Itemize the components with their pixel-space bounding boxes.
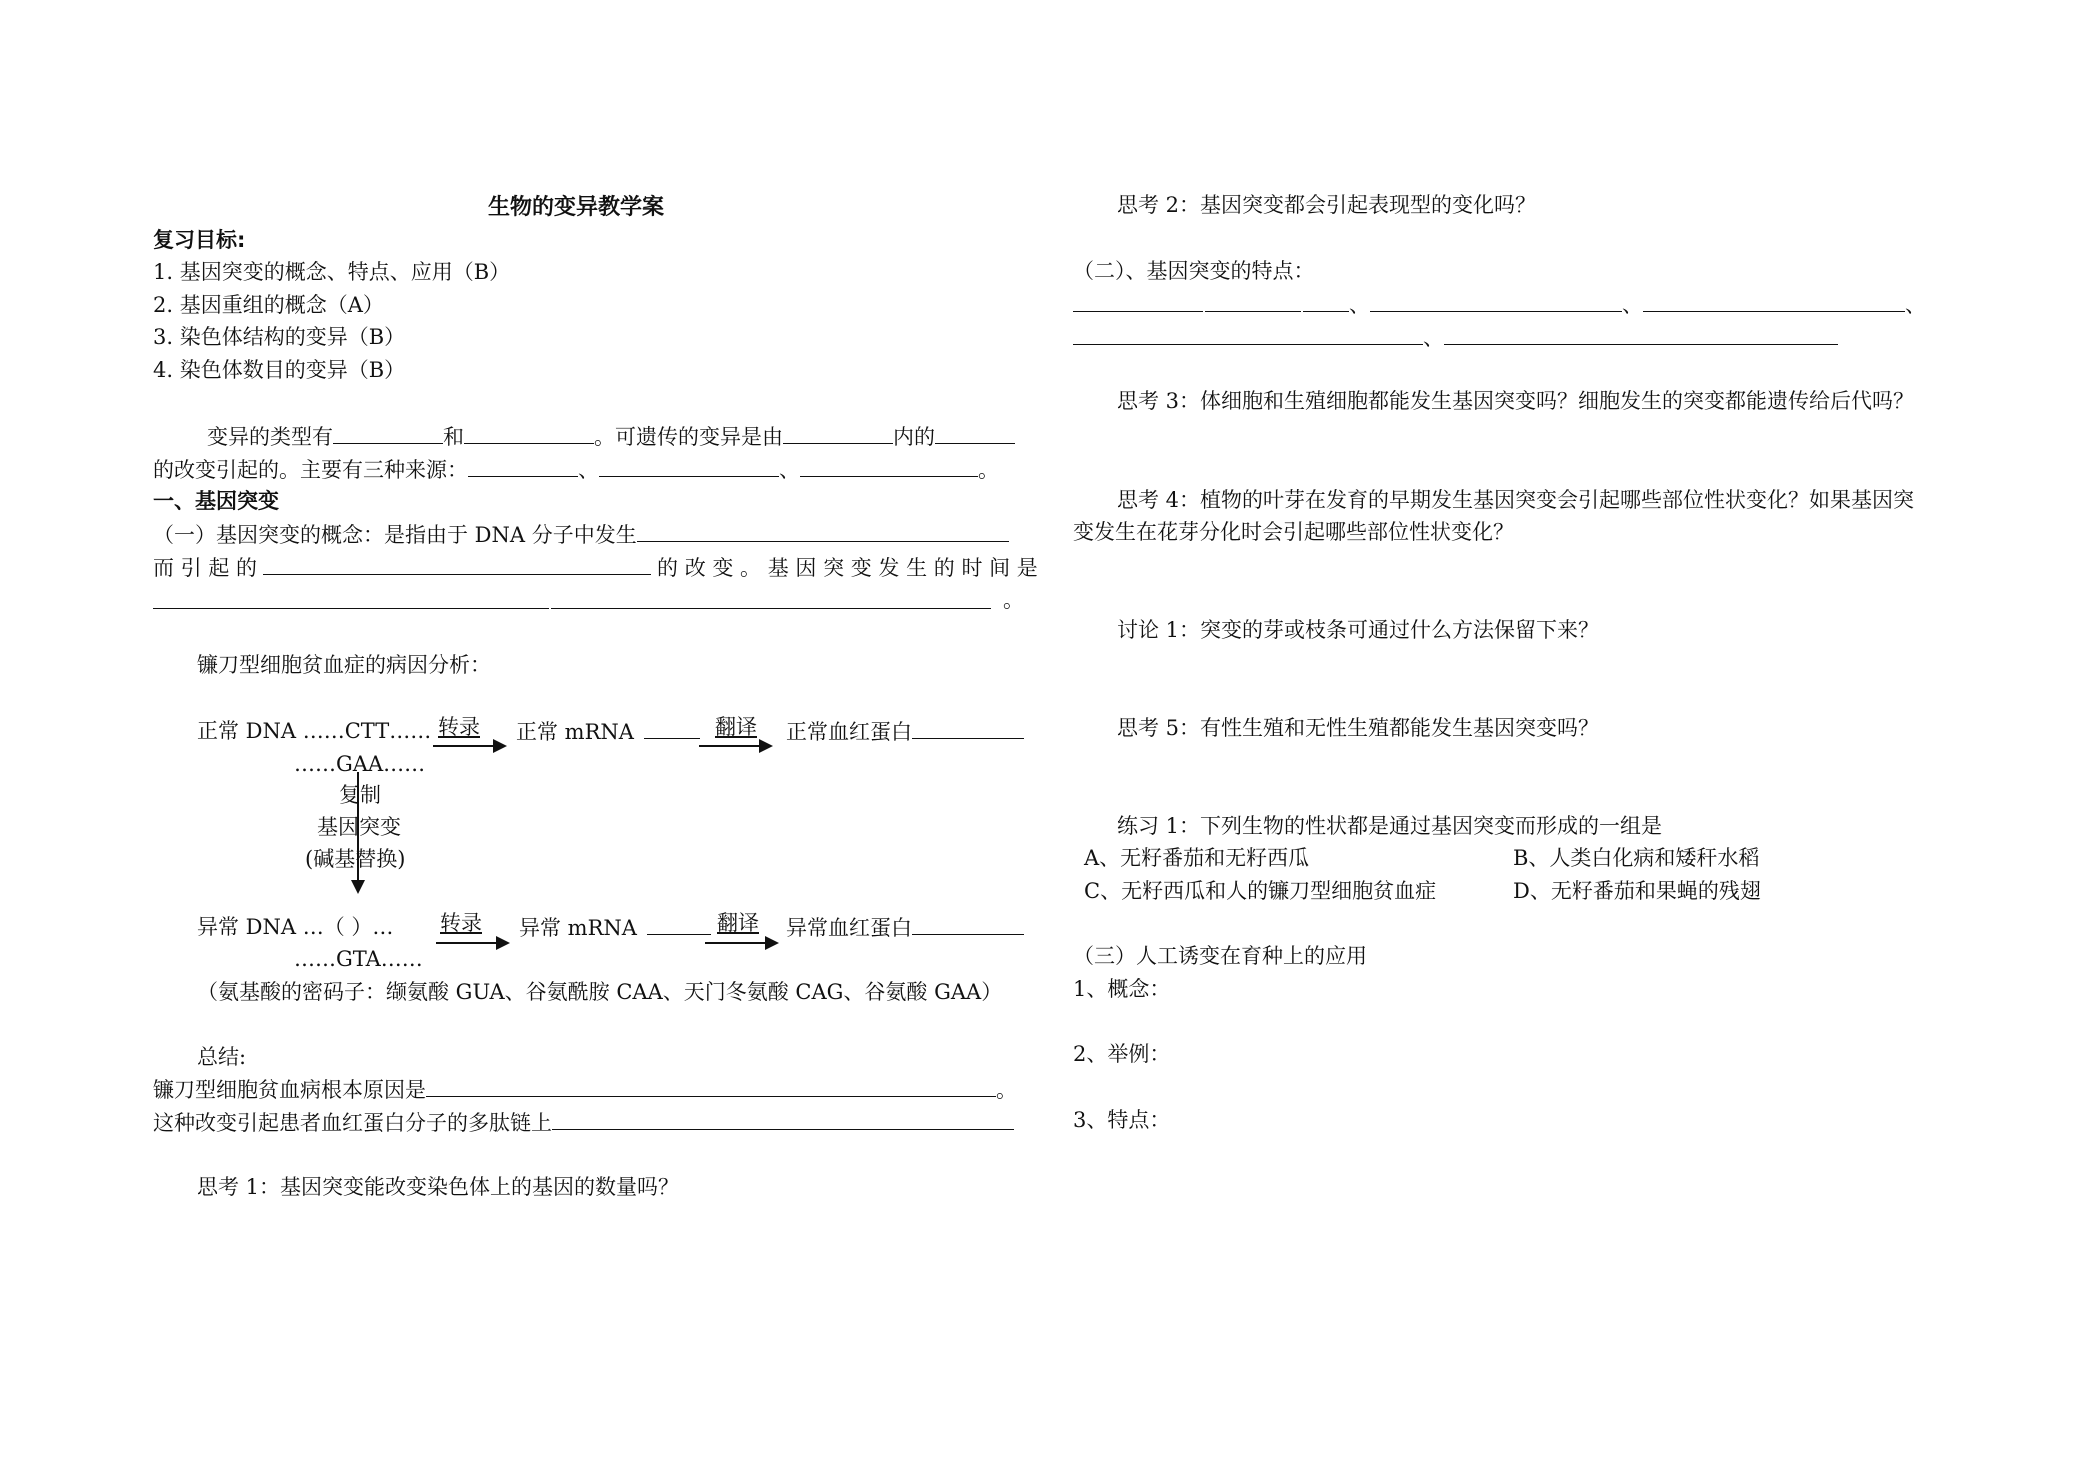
fill-blank[interactable] [1643, 289, 1905, 312]
transcribe-label [438, 712, 480, 742]
fill-blank[interactable] [644, 716, 700, 739]
features-line-2 [1073, 322, 1838, 353]
fill-blank[interactable] [551, 608, 991, 609]
fill-blank[interactable] [263, 552, 651, 575]
concept-text: 而 引 起 的 [153, 556, 258, 580]
transcribe-text: 转录 [440, 911, 482, 935]
fill-blank[interactable] [333, 421, 443, 444]
separator: 、 [1905, 293, 1926, 317]
intro-text: 和 [443, 425, 464, 449]
option-a[interactable]: A、无籽番茄和无籽西瓜 [1084, 846, 1310, 870]
section-heading: （三）人工诱变在育种上的应用 [1073, 944, 1367, 968]
translate-label [717, 908, 759, 938]
fill-blank[interactable] [1073, 322, 1423, 345]
think-question-cont: 变发生在花芽分化时会引起哪些部位性状变化？ [1073, 520, 1514, 544]
summary-text: 这种改变引起患者血红蛋白分子的多肽链上 [153, 1111, 552, 1135]
intro-line-1 [207, 421, 1015, 452]
arrowhead-icon [765, 936, 779, 950]
summary-end: 。 [996, 1078, 1017, 1102]
goal-item: 2. 基因重组的概念（A） [153, 293, 384, 317]
think-question: 思考 1：基因突变能改变染色体上的基因的数量吗？ [197, 1175, 680, 1199]
option-d[interactable]: D、无籽番茄和果蝇的残翅 [1513, 879, 1761, 903]
discussion-question: 讨论 1：突变的芽或枝条可通过什么方法保留下来？ [1117, 618, 1600, 642]
fill-blank[interactable] [783, 421, 893, 444]
think-question: 思考 3：体细胞和生殖细胞都能发生基因突变吗？细胞发生的突变都能遗传给后代吗？ [1117, 389, 1915, 413]
mutation-label: 基因突变 [317, 815, 401, 839]
abnormal-mrna-text: 异常 mRNA [519, 916, 637, 940]
section-heading: 一、基因突变 [153, 489, 279, 513]
abnormal-hb-text: 异常血红蛋白 [786, 916, 912, 940]
normal-mrna-label [516, 716, 700, 747]
intro-text: 。可遗传的变异是由 [594, 425, 783, 449]
transcribe-text: 转录 [438, 715, 480, 739]
fill-blank[interactable] [912, 716, 1024, 739]
fill-blank[interactable] [1205, 289, 1301, 312]
translate-text: 翻译 [715, 715, 757, 739]
application-item: 3、特点： [1073, 1108, 1171, 1132]
think-question: 思考 2：基因突变都会引起表现型的变化吗？ [1117, 193, 1537, 217]
abnormal-dna-strand2: ……GTA…… [294, 947, 423, 971]
transcribe-label [440, 908, 482, 938]
fill-blank[interactable] [647, 912, 711, 935]
summary-line-1 [153, 1074, 1017, 1105]
fill-blank[interactable] [912, 912, 1024, 935]
option-c[interactable]: C、无籽西瓜和人的镰刀型细胞贫血症 [1084, 879, 1437, 903]
fill-blank[interactable] [464, 421, 594, 444]
normal-hb-label [786, 716, 1024, 747]
goal-item: 1. 基因突变的概念、特点、应用（B） [153, 260, 511, 284]
application-item: 1、概念： [1073, 977, 1171, 1001]
fill-blank[interactable] [637, 519, 1009, 542]
think-question: 思考 4：植物的叶芽在发育的早期发生基因突变会引起哪些部位性状变化？如果基因突 [1117, 488, 1915, 512]
normal-dna-strand2: ……GAA…… [294, 752, 426, 776]
sickle-title: 镰刀型细胞贫血症的病因分析： [197, 653, 491, 677]
normal-dna-label: 正常 DNA ……CTT…… [197, 719, 432, 743]
arrowhead-icon [493, 739, 507, 753]
translate-text: 翻译 [717, 911, 759, 935]
goal-item: 3. 染色体结构的变异（B） [153, 325, 406, 349]
substitution-label: (碱基替换) [305, 847, 406, 871]
abnormal-dna-label: 异常 DNA …（ ）… [197, 915, 394, 939]
abnormal-hb-label [786, 912, 1024, 943]
fill-blank[interactable] [1444, 322, 1838, 345]
fill-blank[interactable] [1073, 289, 1203, 312]
fill-blank[interactable] [426, 1074, 996, 1097]
concept-line-1 [153, 519, 1009, 550]
fill-blank[interactable] [153, 608, 549, 609]
separator: 。 [978, 458, 999, 482]
normal-mrna-text: 正常 mRNA [516, 720, 634, 744]
concept-text: 的 改 变 。 基 因 突 变 发 生 的 时 间 是 [657, 556, 1038, 580]
arrow-translate-normal-line [699, 745, 759, 747]
arrowhead-icon [759, 739, 773, 753]
summary-line-2 [153, 1107, 1014, 1138]
summary-label: 总结: [197, 1045, 247, 1069]
intro-text: 内的 [893, 425, 935, 449]
intro-text: 变异的类型有 [207, 425, 333, 449]
summary-text: 镰刀型细胞贫血病根本原因是 [153, 1078, 426, 1102]
separator: 、 [1622, 293, 1643, 317]
separator: 、 [779, 458, 800, 482]
fill-blank[interactable] [1303, 289, 1349, 312]
arrowhead-icon [351, 880, 365, 894]
separator: 、 [1423, 326, 1444, 350]
concept-text: （一）基因突变的概念：是指由于 DNA 分子中发生 [153, 523, 637, 547]
goal-item: 4. 染色体数目的变异（B） [153, 358, 406, 382]
fill-blank[interactable] [1370, 289, 1622, 312]
goals-heading: 复习目标: [153, 228, 246, 252]
concept-end: 。 [1003, 588, 1024, 612]
arrow-transcribe-abnormal [436, 942, 496, 944]
fill-blank[interactable] [599, 454, 779, 477]
abnormal-mrna-label [519, 912, 711, 943]
exercise-question: 练习 1：下列生物的性状都是通过基因突变而形成的一组是 [1117, 814, 1663, 838]
codon-note: （氨基酸的密码子：缬氨酸 GUA、谷氨酰胺 CAA、天门冬氨酸 CAG、谷氨酸 GAA） [197, 980, 1003, 1004]
concept-line-2 [153, 552, 1038, 583]
application-item: 2、举例： [1073, 1042, 1171, 1066]
translate-label [715, 712, 757, 742]
arrow-translate-abnormal [705, 942, 765, 944]
features-heading: （二）、基因突变的特点： [1073, 259, 1315, 283]
separator: 、 [1349, 293, 1370, 317]
fill-blank[interactable] [800, 454, 978, 477]
intro-line-2 [153, 454, 999, 485]
features-line-1 [1073, 289, 1926, 320]
normal-hb-text: 正常血红蛋白 [786, 720, 912, 744]
page-title: 生物的变异教学案 [488, 195, 665, 220]
fill-blank[interactable] [935, 421, 1015, 444]
arrow-mutation-down [357, 772, 359, 880]
option-b[interactable]: B、人类白化病和矮秆水稻 [1513, 846, 1760, 870]
intro-text: 的改变引起的。主要有三种来源： [153, 458, 468, 482]
fill-blank[interactable] [552, 1107, 1014, 1130]
arrow-transcribe-normal [433, 745, 493, 747]
fill-blank[interactable] [468, 454, 578, 477]
arrowhead-icon [496, 936, 510, 950]
think-question: 思考 5：有性生殖和无性生殖都能发生基因突变吗？ [1117, 716, 1600, 740]
separator: 、 [578, 458, 599, 482]
replicate-label: 复制 [339, 783, 381, 807]
